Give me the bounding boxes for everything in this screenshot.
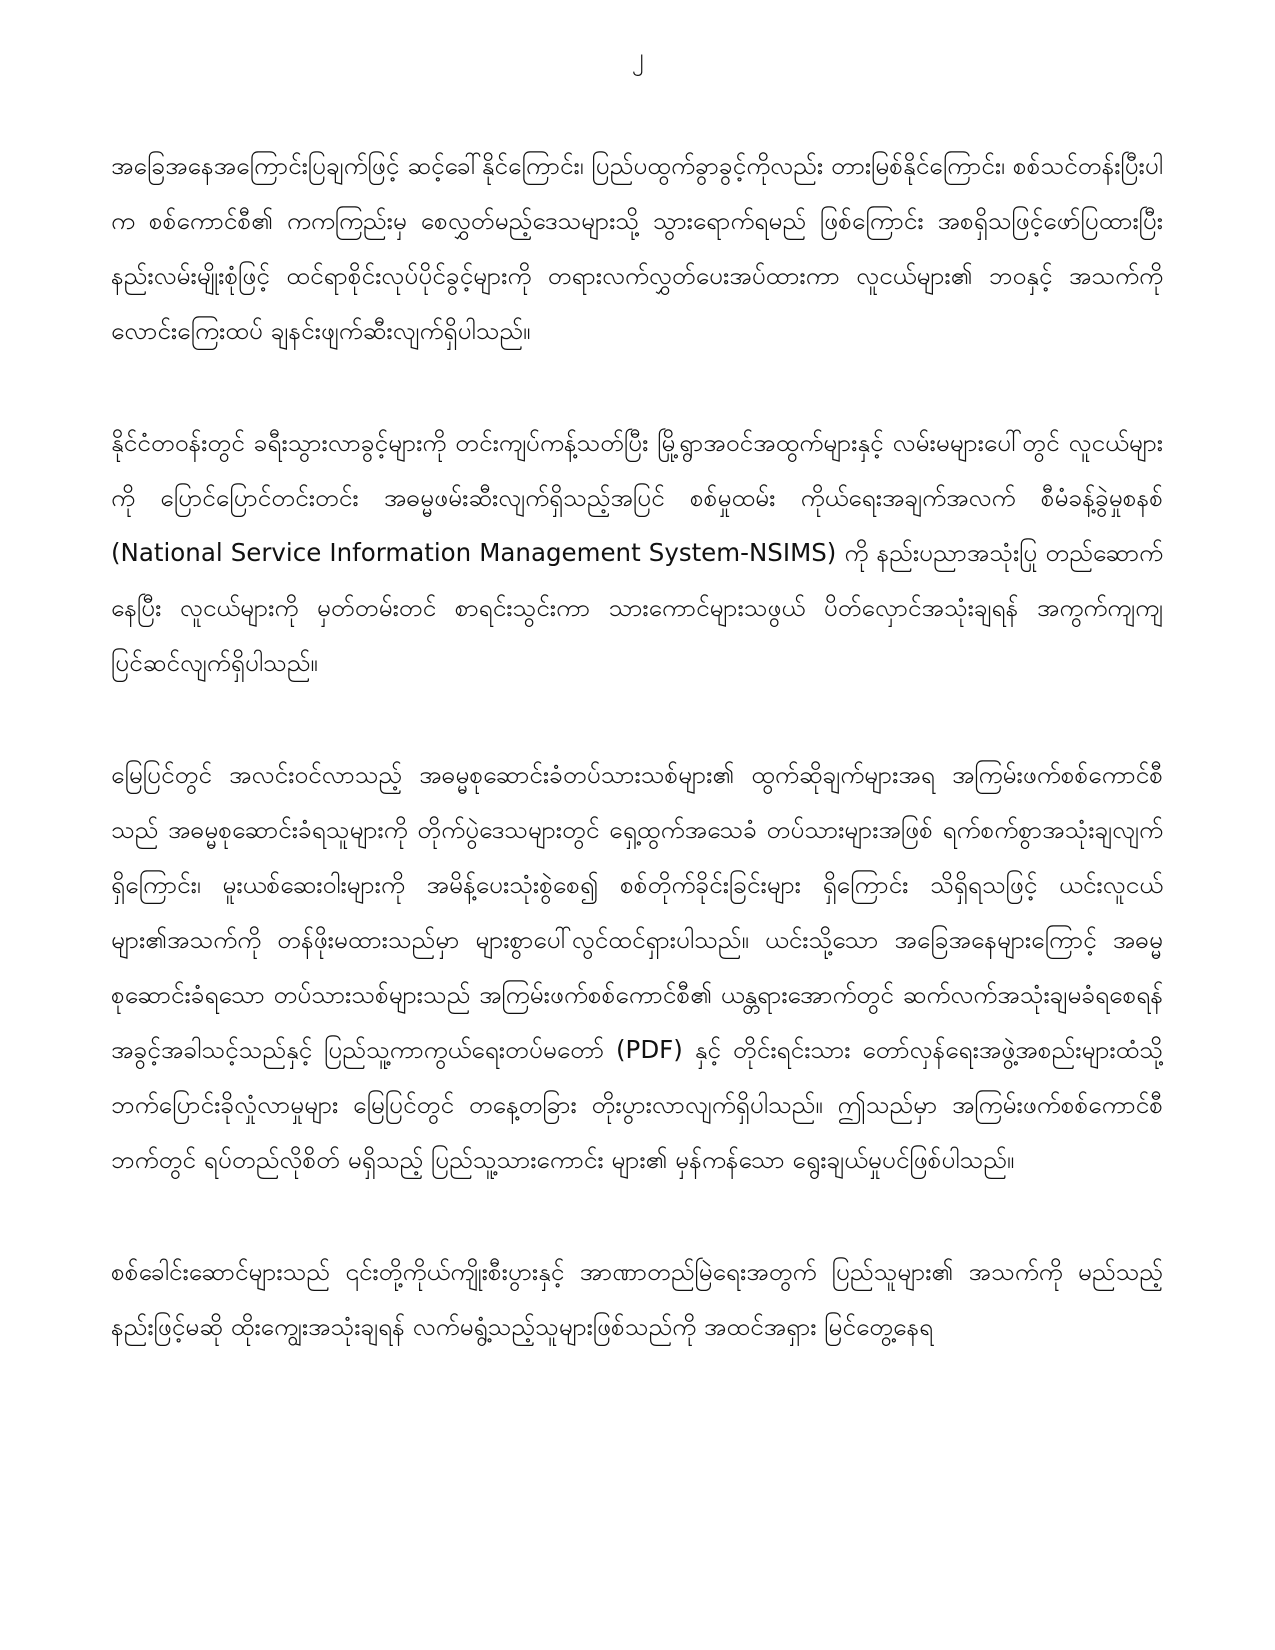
paragraph-2: နိုင်ငံတဝန်းတွင် ခရီးသွားလာခွင့်များကို တင်းကျပ်ကန့်သတ်ပြီး မြို့ရွာအဝင်အထွက်များနှင့် လမ်းမများပေါ်တွင် လူငယ်များကို ပြောင်ပြောင်တင်းတင်း အဓမ္မဖမ်းဆီးလျက်ရှိသည့်အပြင် စစ်မှုထမ်း ကိုယ်ရေးအချက်အလက် စီမံခန့်ခွဲမှုစနစ် (National Service Information Management System-NSIMS) ကို နည်းပညာအသုံးပြု တည်ဆောက်နေပြီး လူငယ်များကို မှတ်တမ်းတင် စာရင်းသွင်းကာ သားကောင်များသဖွယ် ပိတ်လှောင်အသုံးချရန် အကွက်ကျကျ ပြင်ဆင်လျက်ရှိပါသည်။ — [111, 428, 1163, 677]
paragraph-3: မြေပြင်တွင် အလင်းဝင်လာသည့် အဓမ္မစုဆောင်းခံတပ်သားသစ်များ၏ ထွက်ဆိုချက်များအရ အကြမ်းဖက်စစ်ကောင်စီသည် အဓမ္မစုဆောင်းခံရသူများကို တိုက်ပွဲဒေသများတွင် ရှေ့ထွက်အသေခံ တပ်သားများအဖြစ် ရက်စက်စွာအသုံးချလျက်ရှိကြောင်း၊ မူးယစ်ဆေးဝါးများကို အမိန့်ပေးသုံးစွဲစေ၍ စစ်တိုက်ခိုင်းခြင်းများ ရှိကြောင်း သိရှိရသဖြင့် ယင်းလူငယ်များ၏အသက်ကို တန်ဖိုးမထားသည်မှာ များစွာပေါ်လွင်ထင်ရှားပါသည်။ ယင်းသို့သော အခြေအနေများကြောင့် အဓမ္မစုဆောင်းခံရသော တပ်သားသစ်များသည် အကြမ်းဖက်စစ်ကောင်စီ၏ ယန္တရားအောက်တွင် ဆက်လက်အသုံးချမခံရစေရန် အခွင့်အခါသင့်သည်နှင့် ပြည်သူ့ကာကွယ်ရေးတပ်မတော် (PDF) နှင့် တိုင်းရင်းသား တော်လှန်ရေးအဖွဲ့အစည်းများထံသို့ ဘက်ပြောင်းခိုလှုံလာမှုများ မြေပြင်တွင် တနေ့တခြား တိုးပွားလာလျက်ရှိပါသည်။ ဤသည်မှာ အကြမ်းဖက်စစ်ကောင်စီဘက်တွင် ရပ်တည်လိုစိတ် မရှိသည့် ပြည်သူ့သားကောင်း များ၏ မှန်ကန်သော ရွေးချယ်မှုပင်ဖြစ်ပါသည်။ — [111, 760, 1163, 1174]
page-number: ၂ — [631, 43, 644, 71]
document-body — [111, 138, 1163, 1354]
paragraph-1: အခြေအနေအကြောင်းပြချက်ဖြင့် ဆင့်ခေါ်နိုင်ကြောင်း၊ ပြည်ပထွက်ခွာခွင့်ကိုလည်း တားမြစ်နိုင်ကြောင်း၊ စစ်သင်တန်းပြီးပါက စစ်ကောင်စီ၏ ကကကြည်းမှ စေလွှတ်မည့်ဒေသများသို့ သွားရောက်ရမည် ဖြစ်ကြောင်း အစရှိသဖြင့်ဖော်ပြထားပြီး နည်းလမ်းမျိုးစုံဖြင့် ထင်ရာစိုင်းလုပ်ပိုင်ခွင့်များကို တရားလက်လွှတ်ပေးအပ်ထားကာ လူငယ်များ၏ ဘဝနှင့် အသက်ကို လောင်းကြေးထပ် ချနင်းဖျက်ဆီးလျက်ရှိပါသည်။ — [111, 151, 1163, 345]
paragraph-4: စစ်ခေါင်းဆောင်များသည် ၎င်းတို့ကိုယ်ကျိုးစီးပွားနှင့် အာဏာတည်မြဲရေးအတွက် ပြည်သူများ၏ အသက်ကို မည်သည့်နည်းဖြင့်မဆို ထိုးကျွေးအသုံးချရန် လက်မရွံ့သည့်သူများဖြစ်သည်ကို အထင်အရှား မြင်တွေ့နေရ — [111, 1257, 1163, 1341]
